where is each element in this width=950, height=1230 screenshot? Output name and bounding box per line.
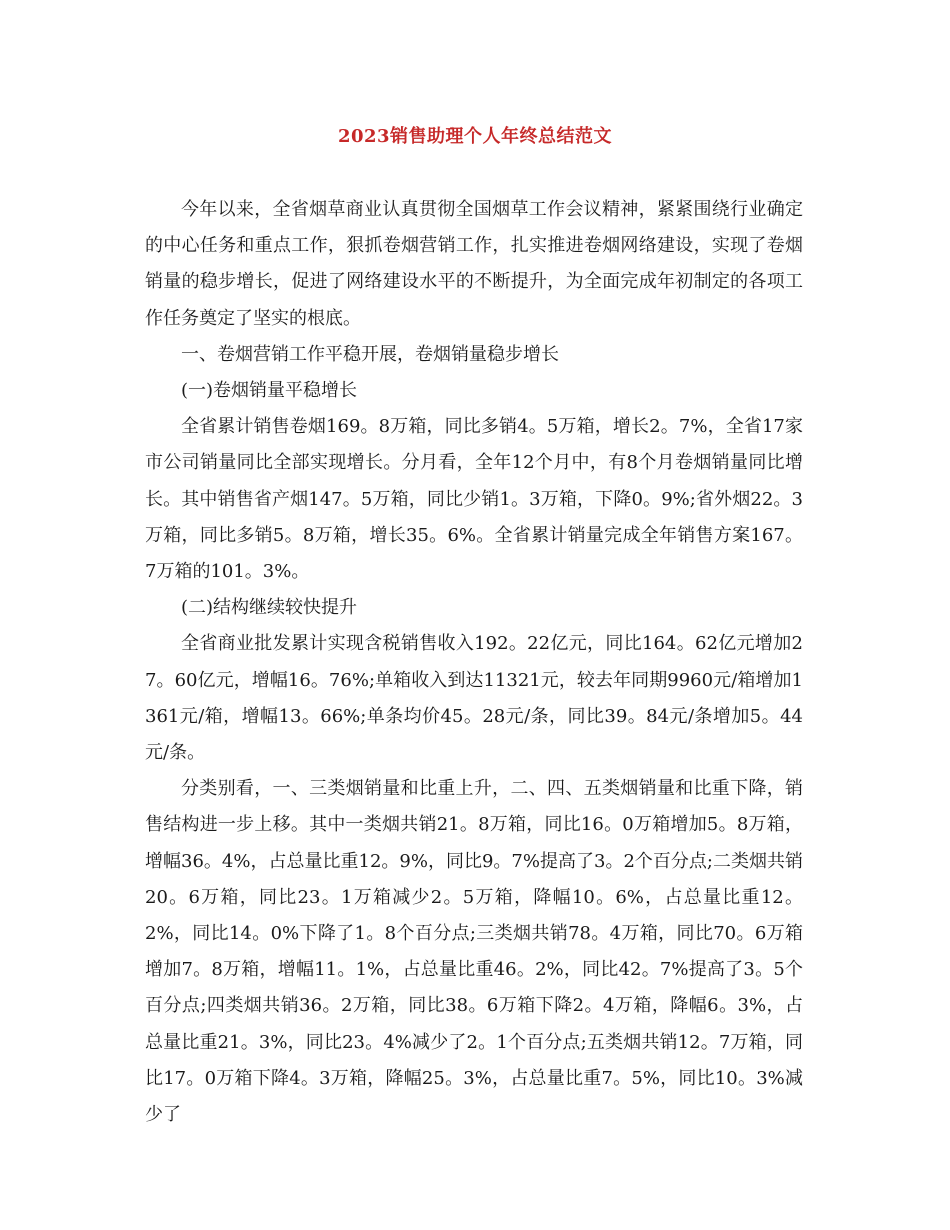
paragraph-revenue: 全省商业批发累计实现含税销售收入192。22亿元，同比164。62亿元增加27。60亿元，增幅16。76%;单箱收入到达11321元，较去年同期9960元/箱增加1361元/箱，增幅13。66%;单条均价45。28元/条，同比39。84元/条增加5。44元/条。 [145, 633, 803, 764]
subsection-heading-1: (一)卷烟销量平稳增长 [181, 380, 358, 402]
paragraph-category-breakdown: 分类别看，一、三类烟销量和比重上升，二、四、五类烟销量和比重下降，销售结构进一步上移。其中一类烟共销21。8万箱，同比16。0万箱增加5。8万箱，增幅36。4%，占总量比重12。9%，同比9。7%提高了3。2个百分点;二类烟共销20。6万箱，同比23。1万箱减少2。5万箱，降幅10。6%，占总量比重12。2%，同比14。0%下降了1。8个百分点;三类烟共销78。4万箱，同比70。6万箱增加7。8万箱，增幅11。1%，占总量比重46。2%，同比42。7%提高了3。5个百分点;四类烟共销36。2万箱，同比38。6万箱下降2。4万箱，降幅6。3%，占总量比重21。3%，同比23。4%减少了2。1个百分点;五类烟共销12。7万箱，同比17。0万箱下降4。3万箱，降幅25。3%，占总量比重7。5%，同比10。3%减少了 [145, 778, 803, 1126]
document-body [145, 192, 803, 1133]
paragraph-sales-volume: 全省累计销售卷烟169。8万箱，同比多销4。5万箱，增长2。7%，全省17家市公司销量同比全部实现增长。分月看，全年12个月中，有8个月卷烟销量同比增长。其中销售省产烟147。5万箱，同比少销1。3万箱，下降0。9%;省外烟22。3万箱，同比多销5。8万箱，增长35。6%。全省累计销量完成全年销售方案167。7万箱的101。3%。 [145, 416, 803, 583]
document-title: 2023销售助理个人年终总结范文 [337, 126, 613, 147]
section-heading-1: 一、卷烟营销工作平稳开展，卷烟销量稳步增长 [181, 343, 559, 365]
paragraph-intro: 今年以来，全省烟草商业认真贯彻全国烟草工作会议精神，紧紧围绕行业确定的中心任务和重点工作，狠抓卷烟营销工作，扎实推进卷烟网络建设，实现了卷烟销量的稳步增长，促进了网络建设水平的不断提升，为全面完成年初制定的各项工作任务奠定了坚实的根底。 [145, 199, 803, 329]
subsection-heading-2: (二)结构继续较快提升 [181, 597, 358, 619]
